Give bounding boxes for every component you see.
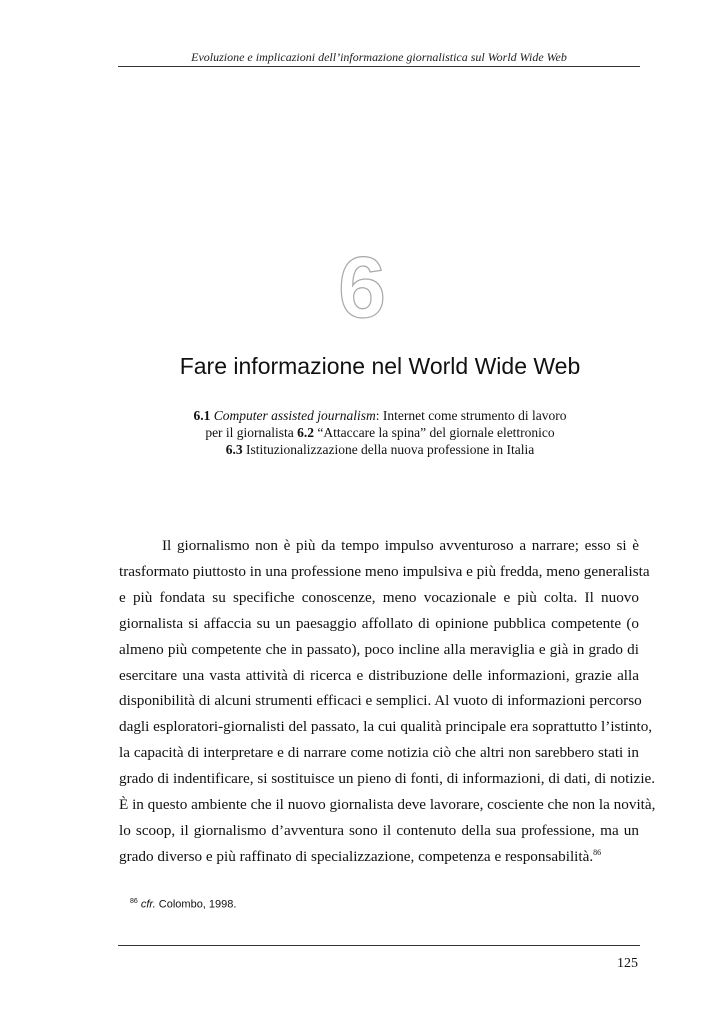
header-divider [118,66,640,67]
running-header: Evoluzione e implicazioni dell’informazione giornalistica sul World Wide Web [191,50,567,64]
page-number: 125 [617,956,638,971]
paragraph-line-text: grado diverso e più raffinato di specializzazione, competenza e responsabilità. [119,847,594,865]
toc-section-title: per il giornalista [205,425,298,440]
paragraph-line: la capacità di interpretare e di narrare come notizia ciò che altri non sarebbero stati in [119,744,639,762]
toc-section-number: 6.1 [193,408,211,423]
toc-section-number: 6.2 [297,425,315,440]
toc-line-2 [150,424,610,441]
toc-line-1 [150,407,610,424]
paragraph-line: lo scoop, il giornalismo d’avventura sono il contenuto della sua professione, ma un [119,821,639,839]
footnote-abbrev: cfr. [140,898,156,911]
footnote-reference[interactable]: 86 [593,847,602,857]
paragraph-line: È in questo ambiente che il nuovo giornalista deve lavorare, cosciente che non la novità, [119,796,656,814]
toc-section-title-italic: Computer assisted journalism [213,408,376,423]
footnote-marker: 86 [130,898,138,905]
paragraph-line: giornalista si affaccia su un paesaggio affollato di opinione pubblica competente (o [119,614,639,632]
footnote [130,898,236,911]
body-paragraph [119,533,656,870]
paragraph-line: almeno più competente che in passato), poco incline alla meraviglia e già in grado di [119,640,639,658]
paragraph-line: disponibilità di alcuni strumenti efficaci e semplici. Al vuoto di informazioni percorso [119,692,642,710]
chapter-contents [150,407,610,458]
paragraph-line: Il giornalismo non è più da tempo impulso avventuroso a narrare; esso si è [162,537,639,554]
footnote-text: Colombo, 1998. [155,898,237,911]
chapter-title: Fare informazione nel World Wide Web [179,353,581,379]
toc-section-number: 6.3 [225,442,243,457]
paragraph-last-line [119,844,639,870]
paragraph-line: e più fondata su specifiche conoscenze, meno vocazionale e più colta. Il nuovo [119,588,639,606]
footer-divider [118,945,640,946]
toc-section-title: “Attaccare la spina” del giornale elettronico [314,425,555,440]
paragraph-line: esercitare una vasta attività di ricerca e distribuzione delle informazioni, grazie alla [119,666,639,684]
paragraph-line: grado di indentificare, si sostituisce un pieno di fonti, di informazioni, di dati, di notizie. [119,770,656,788]
chapter-number: 6 [338,240,386,336]
toc-line-3 [150,441,610,458]
toc-section-title: Istituzionalizzazione della nuova professione in Italia [242,442,535,457]
paragraph-line: trasformato piuttosto in una professione meno impulsiva e più fredda, meno generalista [119,562,650,580]
paragraph-line: dagli esploratori-giornalisti del passato, la cui qualità principale era soprattutto l’istinto, [119,718,653,736]
toc-section-title: : Internet come strumento di lavoro [375,408,567,423]
